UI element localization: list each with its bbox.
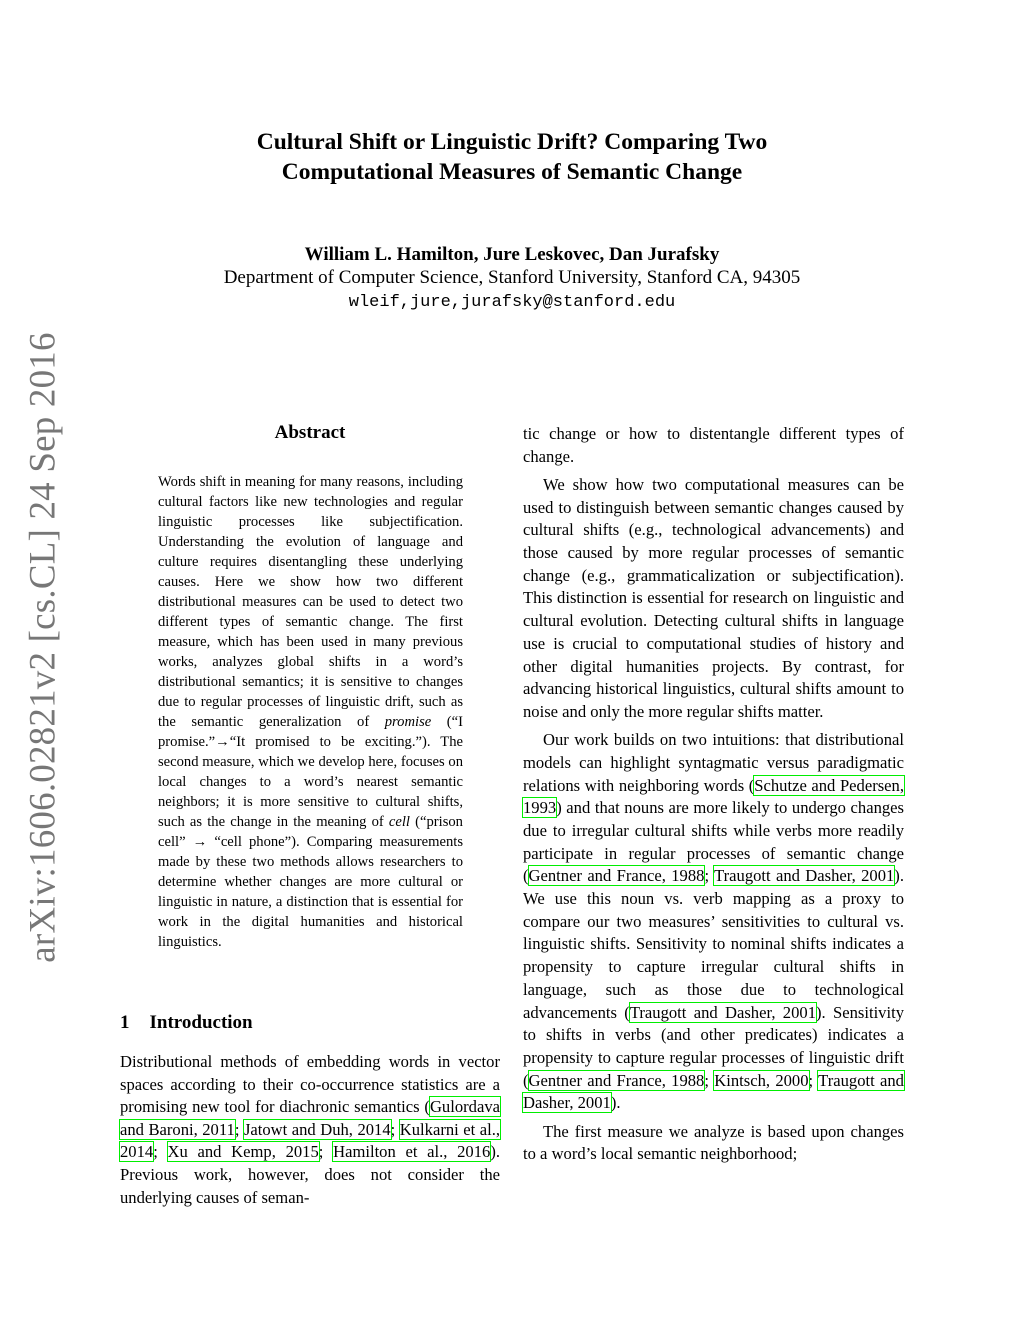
- intro-text: ;: [153, 1142, 168, 1162]
- title-line-2: Computational Measures of Semantic Change: [281, 159, 743, 185]
- section-heading: [120, 1012, 253, 1034]
- intro-text: ;: [318, 1142, 334, 1162]
- abstract-emphasis-cell: cell: [388, 814, 410, 830]
- right-paragraph-1: We show how two computational measures can be used to distinguish between semantic changes caused by cultural shifts (e.g., technological advancements) and those caused by more regular processes of semantic change (e.g., grammaticalization or subjectification). This distinction is essential for research on linguistic and cultural evolution. Detecting cultural shifts in language use is crucial to computational studies of history and other digital humanities projects. By contrast, for advancing historical linguistics, cultural shifts amount to noise and only the more regular shifts matter.: [523, 474, 904, 721]
- section-title: Introduction: [149, 1012, 253, 1033]
- abstract-emphasis-promise: promise: [384, 714, 432, 730]
- right-paragraph-2: [523, 729, 904, 1115]
- introduction-paragraph: [120, 1051, 500, 1209]
- section-number: 1: [120, 1012, 130, 1033]
- intro-text: ;: [234, 1119, 244, 1139]
- paper-title: [160, 127, 864, 187]
- author-list: William L. Hamilton, Jure Leskovec, Dan Jurafsky: [304, 244, 720, 265]
- citation-link[interactable]: Hamilton et al., 2016: [333, 1142, 491, 1162]
- intro-text: Distributional methods of embedding words in vector spaces according to their co-occurrence statistics are a promising new tool for diachronic semantics (: [120, 1052, 500, 1117]
- paragraph-text: ) and that nouns are more likely to undergo changes due to irregular cultural shifts while verbs more readily participate in regular processes of semantic change (: [523, 798, 904, 886]
- abstract-text-2: (“I promise.”→“It promised to be exciting.”). The second measure, which we develop here, focuses on local changes to a word’s nearest semantic neighbors; it is more sensitive to cultural shifts, such as the change in the meaning of: [158, 714, 463, 830]
- citation-link[interactable]: Gentner and France, 1988: [528, 1070, 705, 1090]
- citation-link[interactable]: Jatowt and Duh, 2014: [243, 1119, 391, 1139]
- abstract-heading: Abstract: [274, 422, 346, 443]
- email-address: wleif,jure,jurafsky@stanford.edu: [348, 293, 676, 312]
- paragraph-text: ).: [610, 1093, 621, 1113]
- citation-link[interactable]: Kintsch, 2000: [714, 1070, 809, 1090]
- intro-text: ;: [390, 1119, 400, 1139]
- abstract-text-1: Words shift in meaning for many reasons, including cultural factors like new technologies and regular linguistic processes like subjectification. Understanding the evolution of language and culture requires disentangling these underlying causes. Here we show how two different distributional measures can be used to detect two different types of semantic change. The first measure, which has been used in many previous works, analyzes global shifts in a word’s distributional semantics; it is sensitive to changes due to regular processes of linguistic drift, such as the semantic generalization of: [158, 474, 463, 730]
- affiliation: Department of Computer Science, Stanford University, Stanford CA, 94305: [223, 267, 801, 288]
- paragraph-text: ). We use this noun vs. verb mapping as a proxy to compare our two measures’ sensitivities to cultural vs. linguistic shifts. Sensitivity to nominal shifts indicates a propensity to capture irregular cultural shifts in language, such as those due to technological advancements (: [523, 866, 904, 1022]
- abstract-body: [158, 472, 463, 952]
- paragraph-text: ). Sensitivity to shifts in verbs (and other predicates) indicates a propensity to capture regular processes of linguistic drift (: [523, 1002, 904, 1090]
- paragraph-text: ;: [808, 1070, 819, 1090]
- intro-text: ). Previous work, however, does not consider the underlying causes of seman-: [120, 1142, 501, 1207]
- right-paragraph-continued: tic change or how to distentangle different types of change.: [523, 424, 904, 466]
- abstract-text-3: (“prison cell” → “cell phone”). Comparing measurements made by these two methods allows researchers to determine whether changes are more cultural or linguistic in nature, a distinction that is essential for work in the digital humanities and historical linguistics.: [158, 814, 463, 950]
- citation-link[interactable]: Traugott and Dasher, 2001: [523, 1070, 904, 1113]
- citation-link[interactable]: Gulordava and Baroni, 2011: [120, 1097, 500, 1139]
- citation-link[interactable]: Xu and Kemp, 2015: [167, 1142, 319, 1162]
- right-paragraph-3: The first measure we analyze is based upon changes to a word’s local semantic neighborhood;: [523, 1121, 904, 1164]
- citation-link[interactable]: Kulkarni et al., 2014: [120, 1119, 500, 1162]
- title-line-1: Cultural Shift or Linguistic Drift? Comparing Two: [256, 129, 768, 155]
- paragraph-text: ;: [704, 866, 715, 886]
- arxiv-id-text: arXiv:1606.02821v2 [cs.CL] 24 Sep 2016: [22, 332, 64, 963]
- citation-link[interactable]: Gentner and France, 1988: [528, 866, 705, 886]
- paragraph-text: Our work builds on two intuitions: that distributional models can highlight syntagmatic versus paradigmatic relations with neighboring words (: [523, 730, 904, 795]
- arxiv-identifier: [18, 332, 68, 963]
- citation-link[interactable]: Traugott and Dasher, 2001: [714, 866, 895, 886]
- right-column: [523, 423, 904, 1172]
- citation-link[interactable]: Schutze and Pedersen, 1993: [523, 775, 904, 818]
- paragraph-text: ;: [704, 1070, 715, 1090]
- citation-link[interactable]: Traugott and Dasher, 2001: [629, 1002, 816, 1022]
